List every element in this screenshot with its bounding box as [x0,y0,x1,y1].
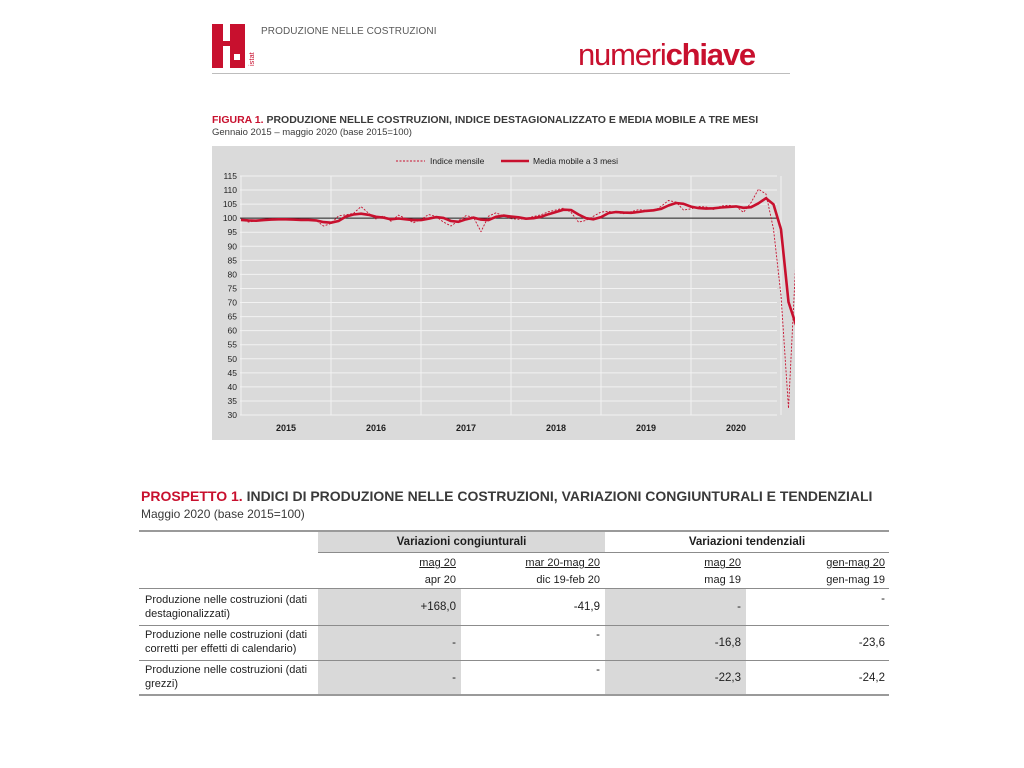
logo-text: istat [247,52,256,66]
figure-label: FIGURA 1. [212,114,264,126]
y-tick-label: 115 [223,171,237,181]
figure-title-text: PRODUZIONE NELLE COSTRUZIONI, INDICE DESTAGIONALIZZATO E MEDIA MOBILE A TRE MESI [266,114,759,126]
y-tick-label: 90 [227,241,237,252]
group-header-congiunturali: Variazioni congiunturali [396,536,527,548]
legend-label-indice-mensile: Indice mensile [430,156,485,166]
y-tick-label: 65 [227,311,237,322]
y-tick-label: 50 [227,353,237,364]
y-tick-label: 75 [227,283,237,294]
istat-logo-mark [212,24,258,68]
row-rule-1 [139,625,889,626]
y-tick-label: 60 [227,325,237,336]
col-header-2-bottom: dic 19-feb 20 [536,574,600,586]
x-tick-label: 2016 [365,423,387,433]
table-cell: - [737,601,741,613]
y-tick-label: 35 [227,395,237,406]
brand-bold: chiave [665,37,755,72]
brand-light: numeri [578,37,666,72]
y-tick-label: 85 [227,255,237,266]
row-label-grezzi: Produzione nelle costruzioni (dati grezzi) [145,664,308,690]
group-header-tendenziali: Variazioni tendenziali [688,536,806,548]
table-cell: - [881,593,885,605]
col-header-1-bottom: apr 20 [424,574,456,586]
table-top-rule [139,530,889,532]
group-header-rule [318,552,889,553]
table-cell: - [596,629,600,641]
istat-logo [212,24,258,68]
x-tick-label: 2019 [635,423,657,433]
col-header-1-top: mag 20 [419,557,456,569]
y-tick-label: 80 [227,269,237,280]
table-title-text: INDICI DI PRODUZIONE NELLE COSTRUZIONI, VARIAZIONI CONGIUNTURALI E TENDENZIALI [246,488,873,504]
x-tick-label: 2017 [455,423,477,433]
row-rule-2 [139,660,889,661]
y-tick-label: 30 [227,410,237,420]
col-header-3-top: mag 20 [704,557,741,569]
table-cell: - [596,664,600,676]
header-bottom-rule [139,588,889,589]
header-title: PRODUZIONE NELLE COSTRUZIONI [261,26,437,37]
table-cell: -41,9 [573,601,600,613]
data-table [139,530,889,696]
table-title [141,488,872,504]
x-tick-label: 2018 [545,423,567,433]
legend-label-media-mobile: Media mobile a 3 mesi [533,156,619,166]
table-label: PROSPETTO 1. [141,488,243,504]
table-cell: +168,0 [420,601,456,613]
table-cell: - [452,672,456,684]
x-tick-label: 2015 [275,423,297,433]
y-tick-label: 95 [227,227,237,238]
table-cell: -16,8 [714,637,741,649]
y-tick-label: 105 [222,199,237,210]
y-tick-label: 70 [227,297,237,308]
figure-title [212,114,758,126]
table-cell: -22,3 [714,672,741,684]
table-bottom-rule [139,694,889,696]
table-cell: - [452,637,456,649]
table-subtitle: Maggio 2020 (base 2015=100) [141,507,305,521]
y-tick-label: 110 [223,185,237,196]
x-tick-label: 2020 [725,423,747,433]
brand-wordmark [578,38,755,72]
figure-subtitle: Gennaio 2015 – maggio 2020 (base 2015=100) [212,127,412,138]
row-label-destagionalizzati: Produzione nelle costruzioni (dati destagionalizzati) [145,594,308,620]
row-label-corretti-calendario: Produzione nelle costruzioni (dati corretti per effetti di calendario) [145,629,308,655]
y-tick-label: 45 [227,367,237,378]
y-tick-label: 40 [227,381,237,392]
table-cell: -23,6 [858,637,885,649]
col-header-4-top: gen-mag 20 [826,557,885,569]
col-header-3-bottom: mag 19 [704,574,741,586]
plot-area [240,176,777,415]
y-tick-label: 55 [227,339,237,350]
col-header-4-bottom: gen-mag 19 [826,574,885,586]
table-cell: -24,2 [858,672,885,684]
y-tick-label: 100 [222,213,237,224]
header-divider [212,73,790,74]
line-chart [212,146,795,440]
col-header-2-top: mar 20-mag 20 [525,557,600,569]
chart-panel [212,146,795,440]
